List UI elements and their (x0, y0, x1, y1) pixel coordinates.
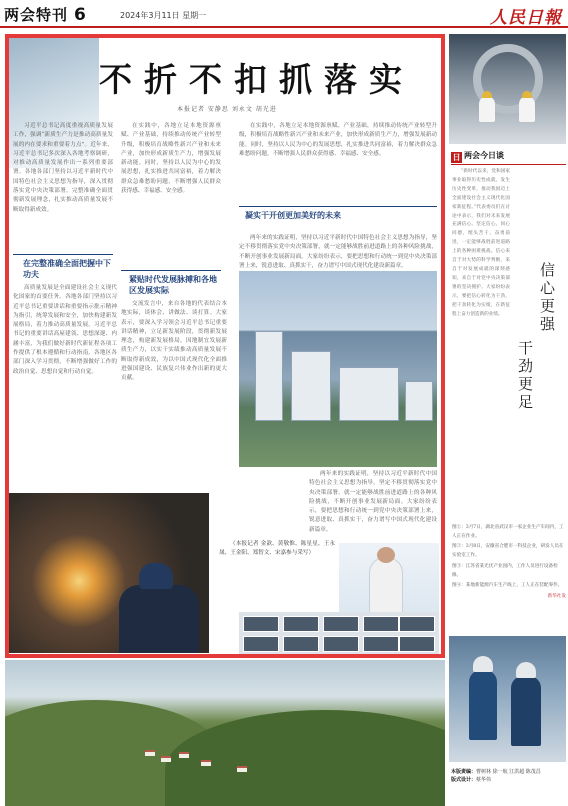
section-3-text (239, 234, 437, 268)
industrial-park-photo (239, 271, 437, 467)
caption-2: 图②：3月8日，安徽省合肥市一科技企业，研发人员在实验室工作。 (452, 544, 564, 559)
newspaper-logo: 人民日報 (490, 8, 562, 28)
editors-label: 本版责编： (451, 769, 477, 775)
column-3-top-text (239, 122, 437, 198)
article-byline: 本报记者 安静思 刘永文 胡光进 (177, 106, 277, 113)
section-2-text (121, 300, 227, 490)
section-2-paragraph: 交流发言中，来自各地的代表结合本地实际，谈体会、讲做法、谈打算。大家表示，要深入学习领会习近平总书记重要讲话精神，立足新发展阶段，贯彻新发展理念，构建新发展格局，因地制宜发展新质生产力，以实干实绩推动高质量发展不断取得新成效，为以中国式现代化全面推进强国建设、民族复兴伟业作出新的更大贡献。 (121, 301, 227, 382)
section-3-paragraph: 两年来的实践证明，坚持以习近平新时代中国特色社会主义思想为指导，坚定不移贯彻落实党中央决策部署，就一定能够战胜前进道路上的各种风险挑战，不断开创事业发展新局面。大家纷纷表示，要把思想和行动统一到党中央决策部署上来，锐意进取、真抓实干，奋力谱写中国式现代化建设新篇章。 (239, 235, 437, 268)
section-name: 两会特刊 (4, 6, 69, 24)
column-label-rule (451, 164, 566, 165)
column-label-text: 两会今日谈 (464, 151, 504, 160)
caption-source: 新华社发 (547, 593, 566, 599)
subhead-rule (121, 270, 221, 271)
column-3-bottom-text (309, 470, 437, 540)
column-label-icon: 日 (452, 153, 461, 162)
subhead-2: 紧贴时代发展脉搏和各地区发展实际 (129, 275, 217, 295)
page-number: 6 (74, 5, 87, 25)
article-lead (13, 122, 113, 262)
closing-paragraph: （本报记者 金歆、黄敬惟、陈星星、王永晟、王金阳、郑智文、宋嘉参与采写） (219, 541, 335, 557)
subhead-rule (13, 254, 113, 255)
design-name: 蔡华伟 (476, 777, 492, 783)
workers-photo (449, 636, 566, 762)
column-label (451, 150, 504, 163)
equipment-array-photo (239, 612, 439, 658)
commentary-paragraph: “新时代以来，党和国家事业取得历史性成就、发生历史性变革，推动我国迈上全面建设社会主义现代化国家新征程。”代表委员们在讨论中表示，我们对未来发展充满信心。坚定信心、同心同德，埋头苦干、奋勇前进，一定能够战胜前进道路上的各种困难挑战。信心来自于对大势的科学判断，来自于对发展成就的深刻感知，来自于对党中央决策部署的坚决拥护。大家纷纷表示，要把信心转化为干劲，把干劲转化为实绩，在新征程上奋力创造新的业绩。 (452, 169, 510, 317)
lead-paragraph: 习近平总书记高度重视高质量发展工作，强调“新质生产力是推动高质量发展的内在要求和重要着力点”。近年来，习近平总书记多次深入各地考察调研，对推动高质量发展作出一系列重要部署。各地各部门坚持以习近平新时代中国特色社会主义思想为指导，深入贯彻落实党中央决策部署，完整准确全面贯彻新发展理念，扎实推动高质量发展不断取得新成效。 (13, 123, 113, 213)
landscape-photo (5, 660, 445, 806)
column-3-paragraph: 在实践中，各地立足本地资源禀赋、产业基础，持续推动传统产业转型升级，积极培育战略性新兴产业和未来产业，加快形成新质生产力，增强发展新动能。同时，坚持以人民为中心的发展思想，扎实推进共同富裕，着力解决群众急难愁盼问题，不断增强人民群众获得感、幸福感、安全感。 (239, 123, 437, 157)
manufacturing-photo (449, 34, 566, 144)
section-title (4, 4, 87, 25)
subhead-3: 凝实干开创更加美好的未来 (245, 211, 341, 220)
design-label: 版式设计： (451, 777, 477, 783)
commentary-text (452, 168, 510, 524)
commentary-title-1: 信心更强 (538, 262, 556, 334)
subhead-1: 在完整准确全面把握中下功夫 (23, 259, 111, 279)
page-credits (451, 768, 566, 784)
caption-3: 图③：江苏省某光伏产业园内，工作人员进行设备检修。 (452, 563, 558, 578)
welder-photo (9, 493, 209, 653)
issue-date: 2024年3月11日 星期一 (120, 11, 207, 20)
photo-captions (452, 524, 566, 646)
masthead (0, 0, 568, 28)
column-2-paragraph: 在实践中，各地立足本地资源禀赋、产业基础，持续推动传统产业转型升级，积极培育战略性新兴产业和未来产业，加快形成新质生产力，增强发展新动能。同时，坚持以人民为中心的发展思想，扎实推进共同富裕，着力解决群众急难愁盼问题，不断增强人民群众获得感、幸福感、安全感。 (121, 123, 221, 195)
closing-note (219, 540, 335, 606)
lab-researcher-photo (339, 543, 439, 621)
caption-4: 图④：某地新能源汽车生产线上，工人正在装配零件。 (452, 583, 563, 589)
commentary-title-2: 干劲更足 (516, 340, 534, 412)
caption-1: 图①：3月7日，湖北省武汉市一家企业生产车间内，工人正在作业。 (452, 525, 564, 539)
subhead-rule (239, 206, 437, 207)
column-2-top-text (121, 122, 221, 260)
section-1-text (13, 284, 117, 489)
editors-names: 曹树林 徐一航 江洪超 陈茂昌 (476, 769, 541, 775)
section-1-paragraph: 高质量发展是全面建设社会主义现代化国家的首要任务。各地各部门坚持以习近平总书记重要讲话和重要指示批示精神为指引，统筹发展和安全，加快构建新发展格局，着力推动高质量发展。习近平总书记的重要讲话高屋建瓴、思想深邃、内涵丰富，为我们做好新时代新征程各项工作提供了根本遵循和行动指南。各地区各部门深入学习贯彻，不断增强做好工作的政治自觉、思想自觉和行动自觉。 (13, 285, 117, 375)
article-headline: 不折不扣抓落实 (99, 60, 414, 99)
feature-article (5, 34, 445, 658)
column-3-bottom-paragraph: 两年来的实践证明，坚持以习近平新时代中国特色社会主义思想为指导，坚定不移贯彻落实党中央决策部署，就一定能够战胜前进道路上的各种风险挑战，不断开创事业发展新局面。大家纷纷表示，要把思想和行动统一到党中央决策部署上来，锐意进取、真抓实干，奋力谱写中国式现代化建设新篇章。 (309, 471, 437, 533)
